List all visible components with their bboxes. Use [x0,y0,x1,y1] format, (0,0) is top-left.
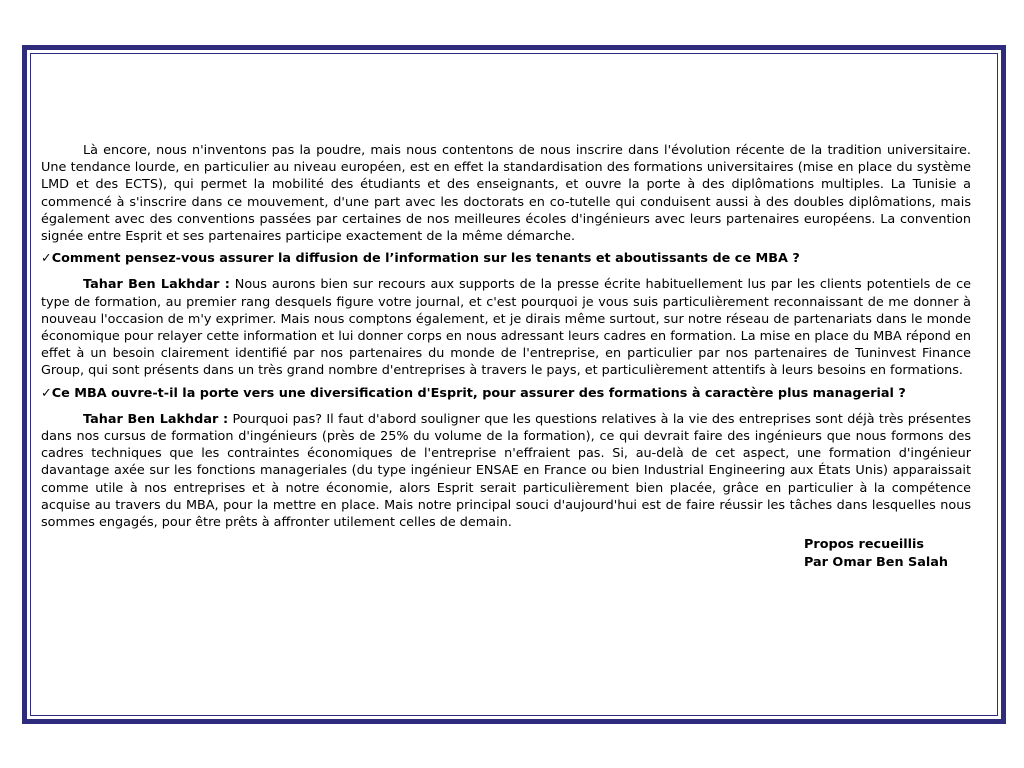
signature-line-1: Propos recueillis [804,537,925,553]
question-1-text: Comment pensez-vous assurer la diffusion de l’information sur les tenants et aboutissants de ce MBA ? [51,251,800,267]
checkmark-icon: ✓ [41,251,52,267]
checkmark-icon: ✓ [41,385,52,401]
question-2-text: Ce MBA ouvre-t-il la porte vers une diversification d'Esprit, pour assurer des formations à caractère plus managerial ? [51,385,906,401]
answer-2-speaker: Tahar Ben Lakhdar : [83,411,229,427]
answer-2-paragraph [41,411,971,531]
answer-1-text: Nous aurons bien sur recours aux supports de la presse écrite habituellement lus par les clients potentiels de ce type de formation, au premier rang desquels figure votre journal, et c'est pourquoi je vous suis particulièrement reconnaissant de me donner à nouveau l'occasion de m'y exprimer. Mais nous comptons également, et je dirais même surtout, sur notre réseau de partenariats dans le monde économique pour relayer cette information et lui donner corps en nous adressant leurs cadres en formation. La mise en place du MBA répond en effet à un besoin clairement identifié par nos partenaires du monde de l'entreprise, en particulier par nos partenaires de Tuninvest Finance Group, qui sont présents dans un très grand nombre d'entreprises à travers le pays, et particulièrement attentifs à leurs besoins en formations. [41,277,971,379]
answer-1-speaker: Tahar Ben Lakhdar : [83,277,230,293]
article-body [41,142,971,571]
intro-paragraph: Là encore, nous n'inventons pas la poudre, mais nous contentons de nous inscrire dans l'évolution récente de la tradition universitaire. Une tendance lourde, en particulier au niveau européen, est en effet la standardisation des formations universitaires (mise en place du système LMD et des ECTS), qui permet la mobilité des étudiants et des enseignants, et ouvre la porte à des diplômations multiples. La Tunisie a commencé à s'inscrire dans ce mouvement, d'une part avec les doctorats en co-tutelle qui conduisent aussi à des doubles diplômations, mais également avec des conventions passées par certaines de nos meilleures écoles d'ingénieurs avec leurs partenaires européens. La convention signée entre Esprit et ses partenaires participe exactement de la même démarche. [41,143,971,245]
signature-block [804,536,971,571]
signature-line-2: Par Omar Ben Salah [804,554,949,570]
answer-2-text: Pourquoi pas? Il faut d'abord souligner que les questions relatives à la vie des entreprises sont déjà très présentes dans nos cursus de formation d'ingénieurs (près de 25% du volume de la formation), ce qui devrait faire des ingénieurs que nous formons des cadres techniques que les contraintes économiques de l'entreprise n'effraient pas. Si, au-delà de cet aspect, une formation d'ingénieur davantage axée sur les fonctions manageriales (du type ingénieur ENSAE en France ou bien Industrial Engineering aux États Unis) apparaissait comme utile à nos entreprises et à notre économie, alors Esprit serait particulièrement bien placée, grâce en particulier à la compétence acquise au travers du MBA, pour la mettre en place. Mais notre principal souci d'aujourd'hui est de faire réussir les tâches dans lesquelles nous sommes engagés, pour être prêts à affronter utilement celles de demain. [41,411,971,531]
answer-1-paragraph [41,276,971,379]
question-1 [41,250,971,267]
question-2 [41,385,971,402]
